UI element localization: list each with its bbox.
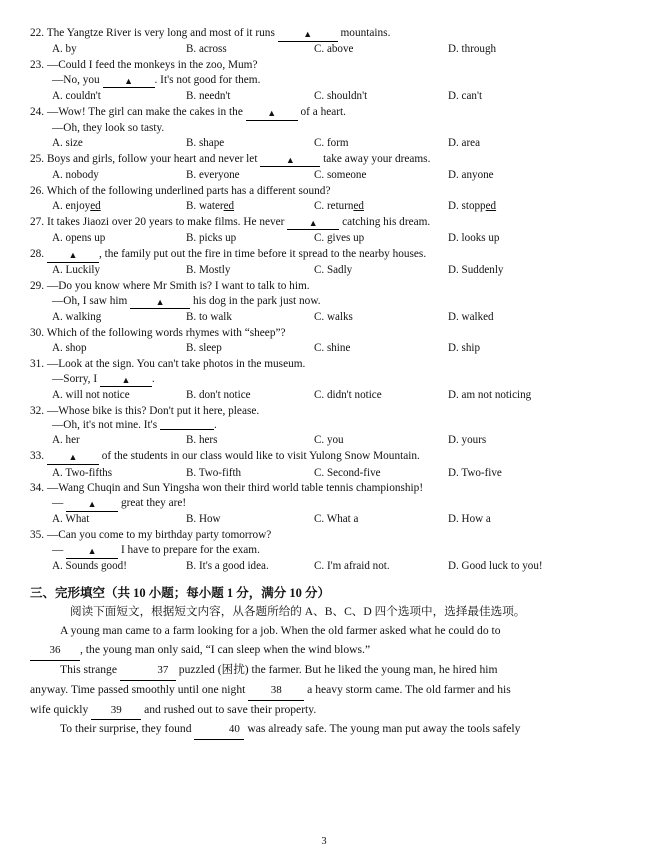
question-29: [30, 279, 614, 324]
cloze-blank-40[interactable]: 40: [194, 721, 244, 740]
option-a[interactable]: A. opens up: [52, 231, 106, 244]
answer-blank[interactable]: ▲: [278, 26, 338, 42]
question-24-stem-line2: —Oh, they look so tasty.: [52, 121, 165, 134]
option-d[interactable]: D. anyone: [448, 168, 494, 181]
question-27: [30, 215, 614, 246]
cloze-passage: [30, 622, 614, 740]
question-29-number: 29.: [30, 280, 45, 292]
option-c[interactable]: C. didn't notice: [314, 388, 382, 401]
cloze-blank-37[interactable]: 37: [120, 662, 176, 681]
question-24-stem: 24. —Wow! The girl can make the cakes in the ▲ of a heart.: [30, 105, 614, 121]
option-d[interactable]: D. Good luck to you!: [448, 560, 543, 573]
question-28: [30, 247, 614, 278]
option-c[interactable]: C. you: [314, 434, 344, 447]
question-26: [30, 184, 614, 214]
option-d[interactable]: D. yours: [448, 434, 487, 447]
cloze-blank-39[interactable]: 39: [91, 702, 141, 721]
option-c[interactable]: C. walks: [314, 310, 353, 323]
question-22-options: [30, 42, 614, 56]
question-33-number: 33.: [30, 450, 45, 463]
question-27-number: 27.: [30, 215, 45, 228]
option-d[interactable]: D. Suddenly: [448, 264, 504, 277]
option-c[interactable]: C. gives up: [314, 231, 365, 244]
question-33-options: [30, 466, 614, 480]
question-34-number: 34.: [30, 482, 45, 495]
option-c[interactable]: C. Sadly: [314, 264, 353, 277]
question-29-stem: 29. —Do you know where Mr Smith is? I want to talk to him.: [30, 280, 310, 292]
question-26-options: [30, 199, 614, 213]
question-25-number: 25.: [30, 152, 45, 165]
option-c[interactable]: C. shine: [314, 341, 351, 354]
question-23: [30, 58, 614, 103]
question-32-number: 32.: [30, 404, 45, 417]
question-23-number: 23.: [30, 59, 45, 72]
question-22-stem: [30, 26, 614, 42]
passage-paragraph-2-line3: wife quickly 39 and rushed out to save their property.: [30, 701, 614, 721]
question-31-number: 31.: [30, 357, 45, 370]
option-b[interactable]: B. hers: [186, 434, 218, 447]
question-23-stem-line2: —No, you ▲ . It's not good for them.: [30, 73, 614, 89]
question-32: [30, 404, 614, 448]
answer-blank[interactable]: ▲: [47, 247, 99, 263]
question-25-stem: 25. Boys and girls, follow your heart and never let ▲ take away your dreams.: [30, 152, 614, 168]
option-a[interactable]: A. size: [52, 136, 83, 149]
option-d[interactable]: D. walked: [448, 310, 494, 323]
question-26-number: 26.: [30, 184, 45, 197]
option-b[interactable]: B. sleep: [186, 341, 222, 354]
passage-paragraph-1-line1: A young man came to a farm looking for a job. When the old farmer asked what he could do to: [60, 624, 501, 638]
question-35-stem-line2: — ▲ I have to prepare for the exam.: [30, 543, 614, 559]
question-31-options: [30, 388, 614, 402]
question-35: [30, 528, 614, 573]
option-c[interactable]: C. returned: [314, 199, 364, 212]
question-30-options: [30, 341, 614, 355]
option-a[interactable]: A. Luckily: [52, 264, 101, 277]
question-25: [30, 152, 614, 183]
question-28-number: 28.: [30, 247, 45, 260]
option-b[interactable]: B. picks up: [186, 231, 237, 244]
option-c[interactable]: C. What a: [314, 513, 359, 526]
option-b[interactable]: B. shape: [186, 136, 225, 149]
option-b[interactable]: B. to walk: [186, 310, 232, 323]
option-c[interactable]: C. form: [314, 136, 349, 149]
option-b[interactable]: B. watered: [186, 199, 235, 212]
question-22-number: 22.: [30, 27, 45, 39]
question-22: [30, 26, 614, 57]
option-c[interactable]: C. above: [314, 43, 354, 56]
option-c[interactable]: C. I'm afraid not.: [314, 560, 390, 573]
option-a[interactable]: A. nobody: [52, 168, 99, 181]
question-24-options: [30, 136, 614, 150]
option-a[interactable]: A. by: [52, 43, 77, 56]
question-32-stem: 32. —Whose bike is this? Don't put it here, please.: [30, 404, 260, 417]
question-35-options: [30, 559, 614, 573]
option-d[interactable]: D. area: [448, 136, 481, 149]
option-a[interactable]: A. Two-fifths: [52, 466, 113, 479]
section-title: 三、完形填空（共 10 小题；每小题 1 分，满分 10 分）: [30, 585, 331, 600]
question-26-stem: 26. Which of the following underlined parts has a different sound?: [30, 184, 331, 197]
option-a[interactable]: A. shop: [52, 341, 87, 354]
option-b[interactable]: B. across: [186, 43, 227, 56]
answer-blank[interactable]: ▲: [260, 152, 320, 168]
question-23-stem: [30, 58, 614, 73]
option-a[interactable]: A. her: [52, 434, 80, 447]
cloze-blank-36[interactable]: 36: [30, 642, 80, 661]
question-29-options: [30, 310, 614, 324]
answer-blank[interactable]: [160, 418, 214, 430]
question-34-options: [30, 512, 614, 526]
question-32-options: [30, 433, 614, 447]
question-31: [30, 357, 614, 402]
option-d[interactable]: D. ship: [448, 341, 481, 354]
question-32-stem-line2: —Oh, it's not mine. It's .: [52, 419, 217, 432]
answer-blank[interactable]: ▲: [47, 449, 99, 465]
question-23-stem-line1: —Could I feed the monkeys in the zoo, Mum?: [46, 59, 258, 72]
section-instruction: 阅读下面短文，根据短文内容，从各题所给的 A、B、C、D 四个选项中，选择最佳选项。: [70, 604, 526, 618]
option-a[interactable]: A. Sounds good!: [52, 560, 127, 573]
question-24-number: 24.: [30, 105, 45, 118]
option-a[interactable]: A. couldn't: [52, 89, 101, 102]
question-34: [30, 481, 614, 526]
option-b[interactable]: B. It's a good idea.: [186, 560, 269, 573]
question-28-options: [30, 263, 614, 277]
option-d[interactable]: D. Two-five: [448, 466, 502, 479]
option-b[interactable]: B. everyone: [186, 168, 240, 181]
option-b[interactable]: B. don't notice: [186, 388, 251, 401]
option-a[interactable]: A. will not notice: [52, 388, 130, 401]
question-23-options: [30, 89, 614, 103]
question-30: [30, 326, 614, 356]
answer-blank[interactable]: ▲: [66, 543, 118, 559]
question-35-stem: 35. —Can you come to my birthday party tomorrow?: [30, 529, 272, 542]
question-34-stem: 34. —Wang Chuqin and Sun Yingsha won their third world table tennis championship!: [30, 482, 424, 495]
option-c[interactable]: C. shouldn't: [314, 89, 368, 102]
option-b[interactable]: B. Two-fifth: [186, 466, 242, 479]
option-d[interactable]: D. am not noticing: [448, 388, 532, 401]
question-33: [30, 449, 614, 480]
question-22-stem-post: mountains.: [337, 27, 391, 39]
answer-blank[interactable]: ▲: [66, 496, 118, 512]
option-a[interactable]: A. walking: [52, 310, 102, 323]
question-30-stem: 30. Which of the following words rhymes with “sheep”?: [30, 326, 286, 339]
option-d[interactable]: D. through: [448, 43, 497, 56]
option-a[interactable]: A. What: [52, 513, 90, 526]
cloze-blank-38[interactable]: 38: [248, 682, 304, 701]
answer-blank[interactable]: ▲: [100, 372, 152, 388]
answer-blank[interactable]: ▲: [246, 105, 298, 121]
option-d[interactable]: D. looks up: [448, 231, 500, 244]
question-27-options: [30, 231, 614, 245]
question-22-stem-pre: The Yangtze River is very long and most of it runs: [46, 27, 278, 39]
question-28-stem: 28. ▲ , the family put out the fire in time before it spread to the nearby houses.: [30, 247, 614, 263]
question-31-stem: 31. —Look at the sign. You can't take photos in the museum.: [30, 357, 306, 370]
passage-paragraph-3-line1: To their surprise, they found 40 was already safe. The young man put away the tools safely: [30, 720, 614, 740]
answer-blank[interactable]: ▲: [130, 294, 190, 310]
passage-paragraph-2-line2: anyway. Time passed smoothly until one night 38 a heavy storm came. The old farmer and his: [30, 681, 614, 701]
question-29-stem-line2: —Oh, I saw him ▲ his dog in the park just now.: [30, 294, 614, 310]
option-b[interactable]: B. needn't: [186, 89, 231, 102]
answer-blank[interactable]: ▲: [287, 215, 339, 231]
question-34-stem-line2: — ▲ great they are!: [30, 496, 614, 512]
option-c[interactable]: C. Second-five: [314, 466, 381, 479]
option-b[interactable]: B. Mostly: [186, 264, 231, 277]
question-31-stem-line2: —Sorry, I ▲ .: [30, 372, 614, 388]
question-33-stem: 33. ▲ of the students in our class would like to visit Yulong Snow Mountain.: [30, 449, 614, 465]
option-d[interactable]: D. stopped: [448, 199, 497, 212]
question-24: [30, 105, 614, 150]
page-number: 3: [321, 836, 327, 847]
option-a[interactable]: A. enjoyed: [52, 199, 101, 212]
option-d[interactable]: D. How a: [448, 513, 491, 526]
option-b[interactable]: B. How: [186, 513, 221, 526]
question-27-stem: 27. It takes Jiaozi over 20 years to make films. He never ▲ catching his dream.: [30, 215, 614, 231]
answer-blank[interactable]: ▲: [103, 73, 155, 89]
passage-paragraph-1-line2: 36 , the young man only said, “I can sleep when the wind blows.”: [30, 641, 614, 661]
question-25-options: [30, 168, 614, 182]
question-35-number: 35.: [30, 529, 45, 542]
passage-paragraph-2-line1: This strange 37 puzzled (困扰) the farmer. But he liked the young man, he hired him: [30, 661, 614, 681]
option-c[interactable]: C. someone: [314, 168, 367, 181]
option-d[interactable]: D. can't: [448, 89, 483, 102]
question-30-number: 30.: [30, 326, 45, 339]
